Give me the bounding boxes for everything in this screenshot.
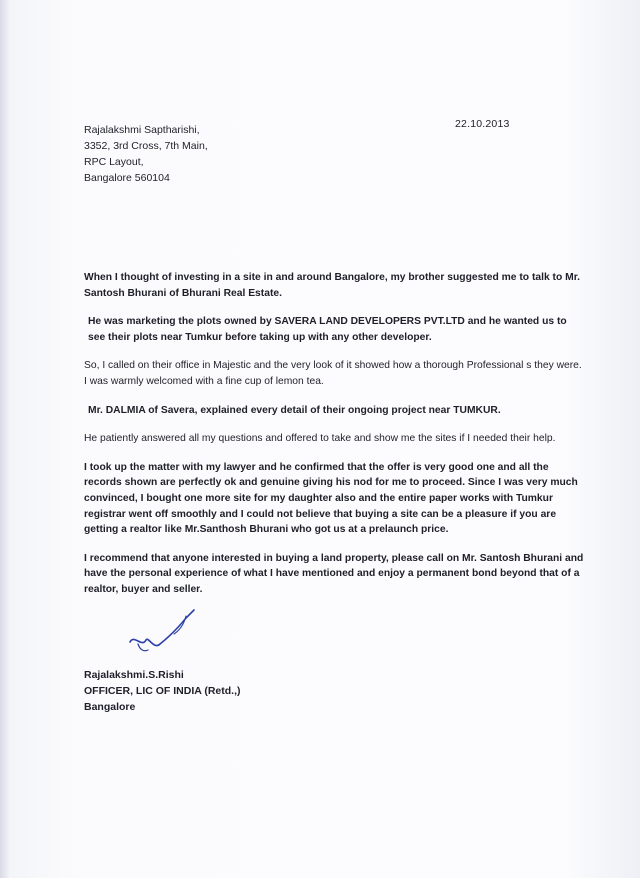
paragraph-6: I took up the matter with my lawyer and he confirmed that the offer is very good one and all the records shown are perfectly ok and genuine giving his nod for me to proceed. Since I was very much convinced, I bought one more site for my daughter also and the entire paper works with Tumkur registrar went off smoothly and I could not believe that buying a site can be a pleasure if you are getting a realtor like Mr.Santhosh Bhurani who got us at a prelaunch price. — [84, 461, 578, 536]
letter-body — [84, 270, 584, 611]
paragraph-4: Mr. DALMIA of Savera, explained every detail of their ongoing project near TUMKUR. — [88, 404, 501, 416]
closing-name: Rajalakshmi.S.Rishi — [84, 669, 184, 681]
handwritten-signature — [120, 604, 200, 660]
sender-name: Rajalakshmi Saptharishi, — [84, 124, 200, 136]
paragraph-7: I recommend that anyone interested in buying a land property, please call on Mr. Santosh Bhurani and have the personal experience of what I have mentioned and enjoy a permanent bond beyond that of a realtor, buyer and seller. — [84, 552, 584, 595]
address-line-2: RPC Layout, — [84, 156, 144, 168]
address-line-1: 3352, 3rd Cross, 7th Main, — [84, 140, 208, 152]
letter-date: 22.10.2013 — [455, 118, 510, 130]
sender-address — [84, 122, 208, 186]
paragraph-1: When I thought of investing in a site in and around Bangalore, my brother suggested me to talk to Mr. Santosh Bhurani of Bhurani Real Estate. — [84, 272, 581, 299]
paragraph-2: He was marketing the plots owned by SAVERA LAND DEVELOPERS PVT.LTD and he wanted us to see their plots near Tumkur before taking up with any other developer. — [88, 316, 567, 343]
address-line-3: Bangalore 560104 — [84, 172, 170, 184]
closing-block — [84, 667, 241, 715]
closing-city: Bangalore — [84, 701, 136, 713]
paragraph-3: So, I called on their office in Majestic and the very look of it showed how a thorough Professional s they were. I was warmly welcomed with a fine cup of lemon tea. — [84, 360, 582, 387]
paragraph-5: He patiently answered all my questions and offered to take and show me the sites if I needed their help. — [84, 433, 556, 445]
closing-title: OFFICER, LIC OF INDIA (Retd.,) — [84, 685, 241, 697]
